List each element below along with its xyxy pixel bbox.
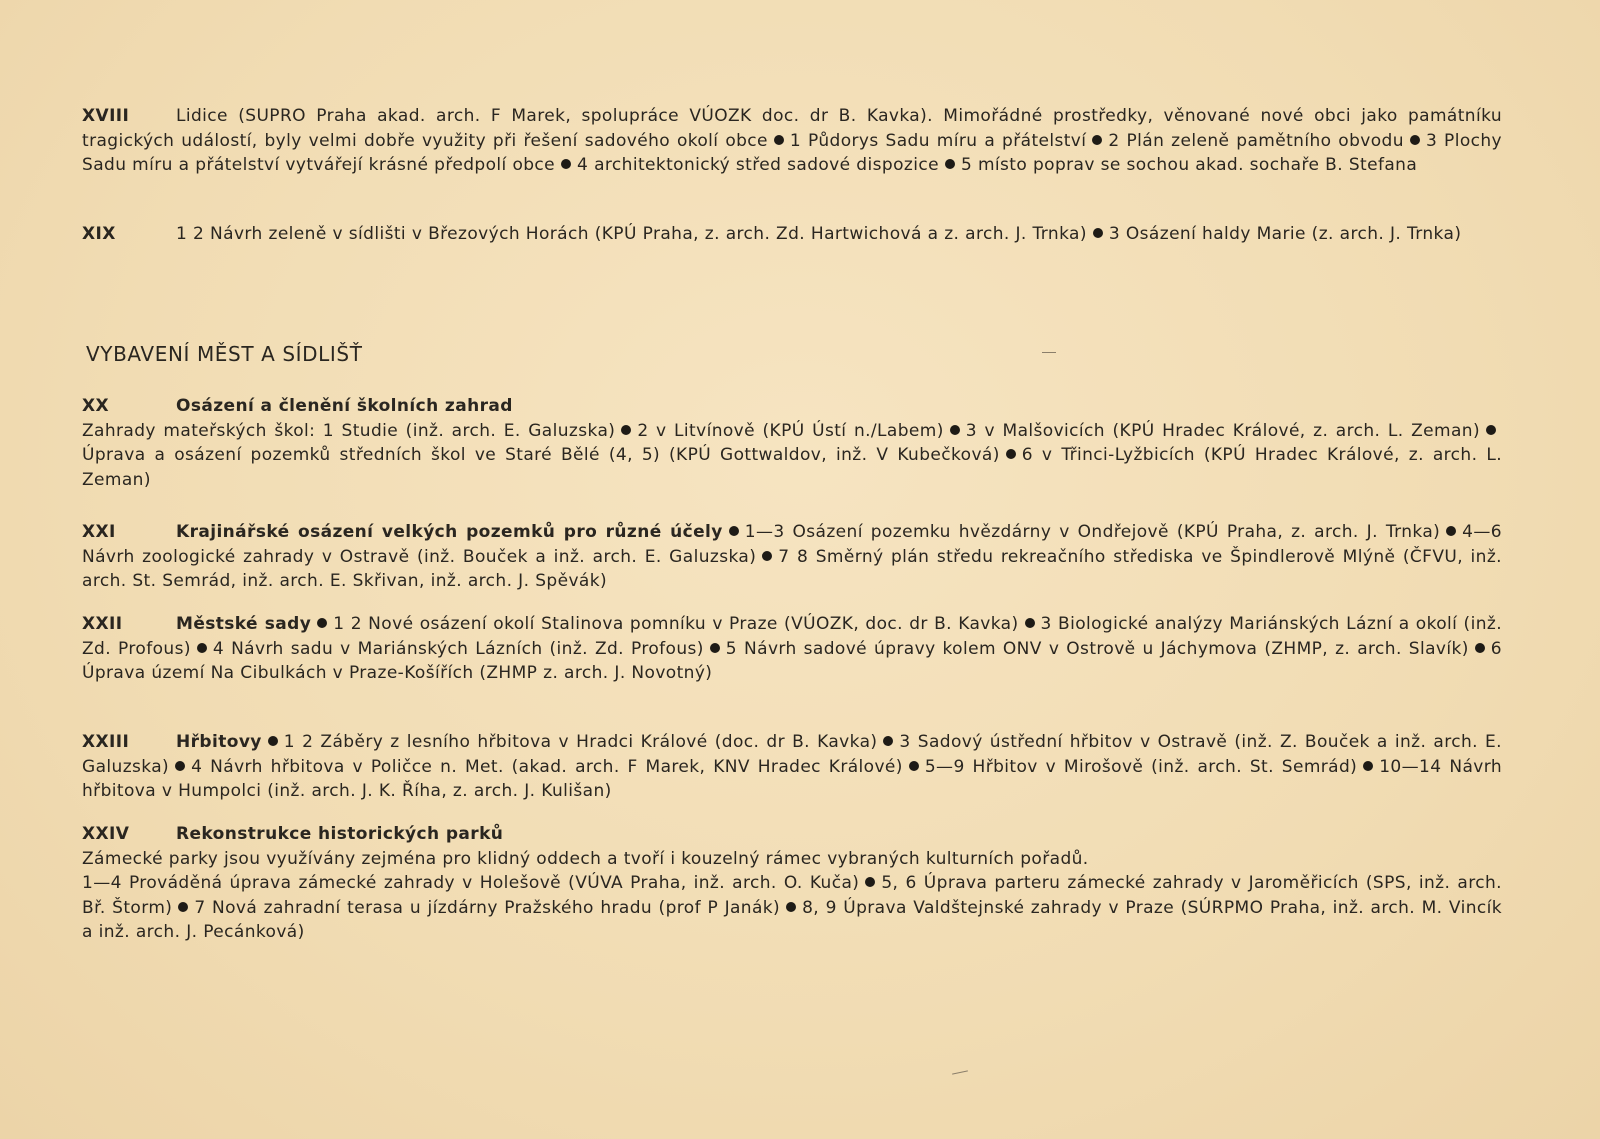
bullet-icon xyxy=(1410,135,1420,145)
entry-text: Lidice (SUPRO Praha akad. arch. F Marek, spolupráce VÚOZK doc. dr B. Kavka). Mimořádné prostředky, věnované nové obci jako památníku tragických událostí, byly velmi dobře využity při řešení sadového okolí obce xyxy=(82,106,1502,151)
bullet-icon xyxy=(1363,761,1373,771)
entry-text: 5, 6 Úprava parteru zámecké zahrady v Jaroměřicích (SPS, inž. arch. Bř. Štorm) xyxy=(82,873,1502,918)
bullet-icon xyxy=(909,761,919,771)
bullet-icon xyxy=(317,618,327,628)
bullet-icon xyxy=(1486,425,1496,435)
entry-title: Hřbitovy xyxy=(176,732,262,752)
entry-text: 4—6 Návrh zoologické zahrady v Ostravě (inž. Bouček a inž. arch. E. Galuzska) xyxy=(82,522,1503,567)
entry-text: Úprava a osázení pozemků středních škol ve Staré Bělé (4, 5) (KPÚ Gottwaldov, inž. V Kubečková) xyxy=(82,445,1000,465)
bullet-icon xyxy=(865,877,875,887)
entry-text: 5—9 Hřbitov v Mirošově (inž. arch. St. Semrád) xyxy=(924,756,1358,777)
entry-number: XXIII xyxy=(82,732,130,752)
bullet-icon xyxy=(883,736,893,746)
entry-text: 1 2 Nové osázení okolí Stalinova pomníku v Praze (VÚOZK, doc. dr B. Kavka) xyxy=(333,614,1019,634)
entry-text: 4 architektonický střed sadové dispozice xyxy=(577,155,939,175)
entry-text: 4 Návrh sadu v Mariánských Lázních (inž. Zd. Profous) xyxy=(212,638,704,659)
bullet-icon xyxy=(1093,228,1103,238)
entry-text: 3 v Malšovicích (KPÚ Hradec Králové, z. arch. L. Zeman) xyxy=(965,420,1480,441)
bullet-icon xyxy=(729,526,739,536)
bullet-icon xyxy=(197,643,207,653)
entry-text: 3 Osázení haldy Marie (z. arch. J. Trnka) xyxy=(1108,224,1462,244)
bullet-icon xyxy=(561,159,571,169)
entry-xxiii xyxy=(82,730,1502,804)
entry-number: XXIV xyxy=(82,824,130,844)
entry-title: Městské sady xyxy=(176,614,312,634)
entry-text: 3 Biologické analýzy Mariánských Lázní a okolí (inž. Zd. Profous) xyxy=(82,614,1503,659)
bullet-icon xyxy=(774,135,784,145)
entry-xxii xyxy=(82,612,1502,686)
bullet-icon xyxy=(178,902,188,912)
entry-title: Osázení a členění školních zahrad xyxy=(176,396,513,416)
entry-text: 1—3 Osázení pozemku hvězdárny v Ondřejově (KPÚ Praha, z. arch. J. Trnka) xyxy=(744,522,1441,542)
bullet-icon xyxy=(1446,526,1456,536)
bullet-icon xyxy=(175,761,185,771)
entry-text: Zámecké parky jsou využívány zejména pro klidný oddech a tvoří i kouzelný rámec vybraných kulturních pořadů. xyxy=(82,848,1089,869)
entry-number: XVIII xyxy=(82,106,130,126)
entry-text: 4 Návrh hřbitova v Poličce n. Met. (akad. arch. F Marek, KNV Hradec Králové) xyxy=(191,756,903,777)
entry-text: 5 Návrh sadové úpravy kolem ONV v Ostrově u Jáchymova (ZHMP, z. arch. Slavík) xyxy=(725,638,1469,659)
entry-number: XX xyxy=(82,396,110,416)
paper-speck xyxy=(1042,352,1056,353)
entry-text: Zahrady mateřských škol: 1 Studie (inž. arch. E. Galuzska) xyxy=(82,420,616,441)
bullet-icon xyxy=(762,551,772,561)
entry-title: Krajinářské osázení velkých pozemků pro různé účely xyxy=(176,522,723,542)
entry-text: 1 2 Záběry z lesního hřbitova v Hradci Králové (doc. dr B. Kavka) xyxy=(283,732,878,752)
bullet-icon xyxy=(945,159,955,169)
entry-text: 2 Plán zeleně pamětního obvodu xyxy=(1108,130,1404,151)
entry-text: 7 Nová zahradní terasa u jízdárny Pražského hradu (prof P Janák) xyxy=(194,897,781,918)
bullet-icon xyxy=(1025,618,1035,628)
entry-text: 2 v Litvínově (KPÚ Ústí n./Labem) xyxy=(637,420,944,441)
entry-text: 1 Půdorys Sadu míru a přátelství xyxy=(789,130,1087,151)
entry-number: XXI xyxy=(82,522,116,542)
bullet-icon xyxy=(1006,449,1016,459)
entry-number: XIX xyxy=(82,224,116,244)
bullet-icon xyxy=(1092,135,1102,145)
bullet-icon xyxy=(268,736,278,746)
entry-text: 6 Úprava území Na Cibulkách v Praze-Košířích (ZHMP z. arch. J. Novotný) xyxy=(82,638,1502,683)
paper-speck xyxy=(952,1070,968,1074)
entry-xx xyxy=(82,394,1502,492)
entry-xviii xyxy=(82,104,1502,178)
bullet-icon xyxy=(710,643,720,653)
entry-text: 10—14 Návrh hřbitova v Humpolci (inž. arch. J. K. Říha, z. arch. J. Kulišan) xyxy=(82,756,1502,801)
bullet-icon xyxy=(621,425,631,435)
entry-number: XXII xyxy=(82,614,123,634)
entry-xxi xyxy=(82,520,1502,594)
entry-text: 8, 9 Úprava Valdštejnské zahrady v Praze (SÚRPMO Praha, inž. arch. M. Vincík a inž. arch. J. Pecánková) xyxy=(82,897,1502,942)
entry-text: 3 Plochy Sadu míru a přátelství vytvářejí krásné předpolí obce xyxy=(82,130,1502,175)
entry-xix xyxy=(82,222,1502,247)
entry-text: 1—4 Prováděná úprava zámecké zahrady v Holešově (VÚVA Praha, inž. arch. O. Kuča) xyxy=(82,873,860,893)
bullet-icon xyxy=(950,425,960,435)
entry-xxiv xyxy=(82,822,1502,945)
entry-text: 6 v Třinci-Lyžbicích (KPÚ Hradec Králové, z. arch. L. Zeman) xyxy=(82,445,1503,490)
section-heading: VYBAVENÍ MĚST A SÍDLIŠŤ xyxy=(86,342,363,366)
entry-text: 7 8 Směrný plán středu rekreačního střediska ve Špindlerově Mlýně (ČFVU, inž. arch. St. Semrád, inž. arch. E. Skřivan, inž. arch. J. Spěvák) xyxy=(82,546,1502,591)
entry-text: 3 Sadový ústřední hřbitov v Ostravě (inž. Z. Bouček a inž. arch. E. Galuzska) xyxy=(82,732,1502,777)
entry-text: 1 2 Návrh zeleně v sídlišti v Březových Horách (KPÚ Praha, z. arch. Zd. Hartwichová a z. arch. J. Trnka) xyxy=(176,224,1087,244)
entry-text: 5 místo poprav se sochou akad. sochaře B. Stefana xyxy=(960,155,1418,175)
bullet-icon xyxy=(786,902,796,912)
bullet-icon xyxy=(1475,643,1485,653)
entry-title: Rekonstrukce historických parků xyxy=(176,824,504,844)
